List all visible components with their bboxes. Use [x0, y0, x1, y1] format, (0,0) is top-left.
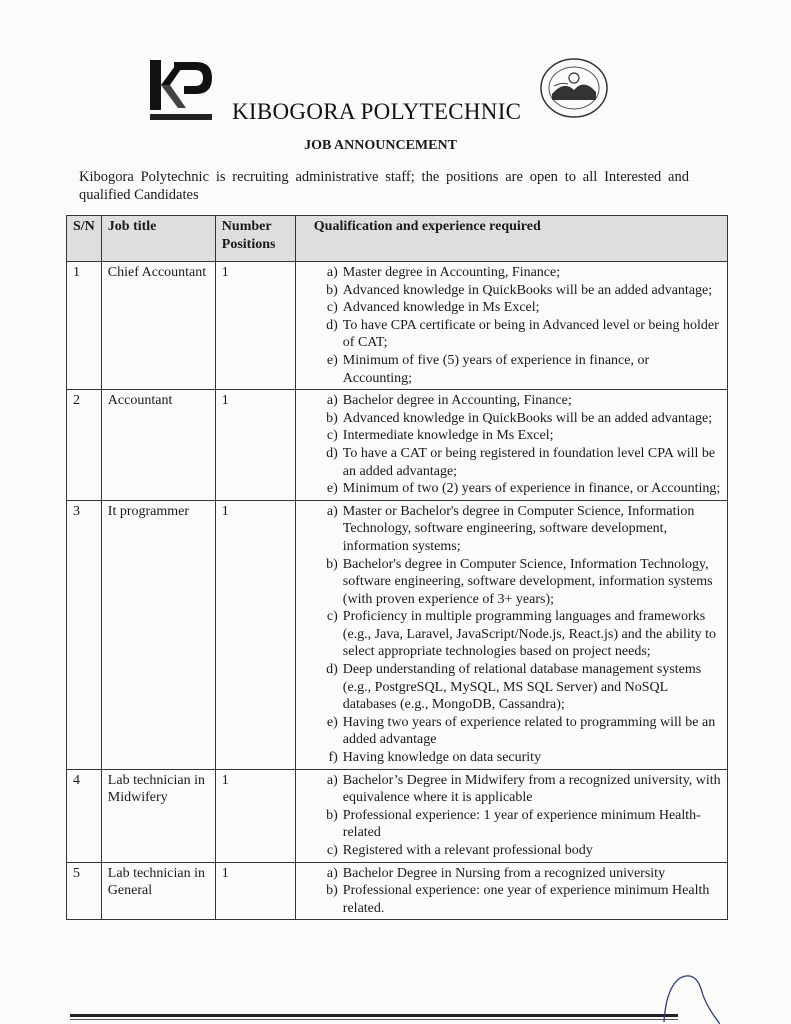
- requirement-item: [314, 427, 721, 445]
- requirement-marker: d): [326, 317, 338, 333]
- requirements-list: [314, 503, 721, 767]
- requirement-text: Advanced knowledge in Ms Excel;: [342, 300, 540, 316]
- requirement-item: [314, 865, 721, 883]
- requirement-marker: d): [326, 662, 338, 678]
- requirements-list: [314, 392, 721, 498]
- requirement-text: Professional experience: one year of experience minimum Health related.: [342, 883, 710, 916]
- requirement-text: To have a CAT or being registered in foundation level CPA will be an added advantage;: [342, 445, 716, 479]
- jobs-table: [66, 215, 728, 920]
- document-title: JOB ANNOUNCEMENT: [304, 138, 457, 153]
- table-row: [67, 769, 728, 862]
- organization-name: KIBOGORA POLYTECHNIC: [232, 99, 522, 124]
- requirement-marker: f): [328, 750, 338, 766]
- requirement-marker: b): [326, 807, 338, 823]
- cell-sn: 5: [67, 862, 102, 920]
- requirement-text: Proficiency in multiple programming languages and frameworks (e.g., Java, Laravel, JavaScript/Node.js, React.js) and the ability to select appropriate technologies based on project needs;: [342, 609, 717, 660]
- requirement-text: Master degree in Accounting, Finance;: [342, 265, 561, 280]
- cell-number-positions: 1: [215, 769, 295, 862]
- requirement-marker: d): [326, 445, 338, 461]
- cell-number-positions: 1: [215, 500, 295, 769]
- requirement-marker: b): [326, 556, 338, 572]
- requirement-text: Master or Bachelor's degree in Computer Science, Information Technology, software engineering, software development, information systems;: [342, 503, 695, 554]
- requirement-item: [314, 410, 721, 428]
- requirement-text: Advanced knowledge in QuickBooks will be an added advantage;: [342, 410, 713, 426]
- requirement-item: [314, 842, 721, 860]
- requirement-marker: b): [326, 883, 338, 899]
- header-qualifications: Qualification and experience required: [295, 216, 727, 262]
- cell-qualifications: [295, 862, 727, 920]
- signature-mark-icon: [640, 968, 720, 1024]
- kp-logo-icon: [148, 58, 214, 124]
- requirements-list: [314, 865, 721, 918]
- requirement-item: [314, 772, 721, 807]
- requirement-text: Intermediate knowledge in Ms Excel;: [342, 428, 554, 444]
- cell-sn: 2: [67, 390, 102, 501]
- requirement-item: [314, 503, 721, 556]
- requirement-item: [314, 392, 721, 410]
- cell-sn: 3: [67, 500, 102, 769]
- requirement-item: [314, 317, 721, 352]
- cell-sn: 4: [67, 769, 102, 862]
- requirement-item: [314, 480, 721, 498]
- cell-qualifications: [295, 769, 727, 862]
- requirement-marker: c): [326, 843, 338, 858]
- header-job-title: Job title: [101, 216, 215, 262]
- table-header-row: [67, 216, 728, 262]
- institution-seal: [538, 56, 610, 120]
- requirement-item: [314, 264, 721, 282]
- requirement-text: Bachelor's degree in Computer Science, Information Technology, software engineering, software development, information systems (with proven experience of 3+ years);: [342, 556, 713, 607]
- cell-job-title: It programmer: [101, 500, 215, 769]
- requirement-item: [314, 299, 721, 317]
- requirement-text: Minimum of two (2) years of experience in finance, or Accounting;: [342, 481, 721, 497]
- requirement-item: [314, 807, 721, 842]
- requirement-text: Deep understanding of relational database management systems (e.g., PostgreSQL, MySQL, MS SQL Server) and NoSQL databases (e.g., MongoDB, Cassandra);: [342, 662, 702, 713]
- requirement-item: [314, 445, 721, 480]
- requirement-text: To have CPA certificate or being in Advanced level or being holder of CAT;: [342, 317, 719, 351]
- requirement-marker: a): [326, 772, 338, 788]
- requirement-marker: c): [326, 300, 338, 316]
- polytechnic-logo: [148, 58, 214, 124]
- requirement-marker: a): [326, 265, 338, 280]
- requirement-text: Bachelor’s Degree in Midwifery from a recognized university, with equivalence where it is applicable: [342, 772, 721, 806]
- table-row: [67, 390, 728, 501]
- cell-sn: 1: [67, 262, 102, 390]
- requirement-text: Having two years of experience related to programming will be an added advantage: [342, 714, 716, 748]
- cell-qualifications: [295, 500, 727, 769]
- requirement-item: [314, 608, 721, 661]
- requirement-item: [314, 352, 721, 387]
- requirement-item: [314, 882, 721, 917]
- cell-number-positions: 1: [215, 390, 295, 501]
- requirement-marker: b): [326, 410, 338, 426]
- cell-number-positions: 1: [215, 262, 295, 390]
- header-number-positions: Number Positions: [215, 216, 295, 262]
- requirement-marker: a): [326, 865, 338, 881]
- requirement-marker: e): [326, 481, 338, 497]
- requirements-list: [314, 264, 721, 387]
- table-row: [67, 862, 728, 920]
- requirement-text: Bachelor Degree in Nursing from a recognized university: [342, 865, 666, 881]
- cell-job-title: Chief Accountant: [101, 262, 215, 390]
- requirement-marker: c): [326, 428, 338, 444]
- requirement-text: Advanced knowledge in QuickBooks will be an added advantage;: [342, 282, 713, 298]
- requirement-marker: b): [326, 282, 338, 298]
- requirements-list: [314, 772, 721, 860]
- requirement-marker: e): [326, 714, 338, 730]
- cell-job-title: Lab technician in General: [101, 862, 215, 920]
- requirement-text: Professional experience: 1 year of experience minimum Health-related: [342, 807, 701, 841]
- requirement-item: [314, 282, 721, 300]
- requirement-text: Minimum of five (5) years of experience in finance, or Accounting;: [342, 352, 650, 386]
- cell-qualifications: [295, 262, 727, 390]
- requirement-item: [314, 749, 721, 767]
- seal-emblem-icon: [538, 56, 610, 120]
- requirement-marker: c): [326, 609, 338, 625]
- requirement-marker: a): [326, 503, 338, 519]
- table-row: [67, 262, 728, 390]
- footer-rule: [70, 1014, 678, 1017]
- table-row: [67, 500, 728, 769]
- cell-number-positions: 1: [215, 862, 295, 920]
- cell-job-title: Lab technician in Midwifery: [101, 769, 215, 862]
- requirement-text: Having knowledge on data security: [342, 750, 542, 766]
- requirement-marker: e): [326, 352, 338, 368]
- requirement-item: [314, 714, 721, 749]
- intro-paragraph: Kibogora Polytechnic is recruiting administrative staff; the positions are open to all Interested and qualified Candidates: [79, 169, 689, 203]
- cell-job-title: Accountant: [101, 390, 215, 501]
- footer-rule-thin: [70, 1019, 678, 1020]
- cell-qualifications: [295, 390, 727, 501]
- requirement-text: Registered with a relevant professional body: [342, 843, 593, 858]
- requirement-item: [314, 556, 721, 609]
- header-sn: S/N: [67, 216, 102, 262]
- requirement-text: Bachelor degree in Accounting, Finance;: [342, 393, 572, 409]
- requirement-item: [314, 661, 721, 714]
- requirement-marker: a): [326, 393, 338, 409]
